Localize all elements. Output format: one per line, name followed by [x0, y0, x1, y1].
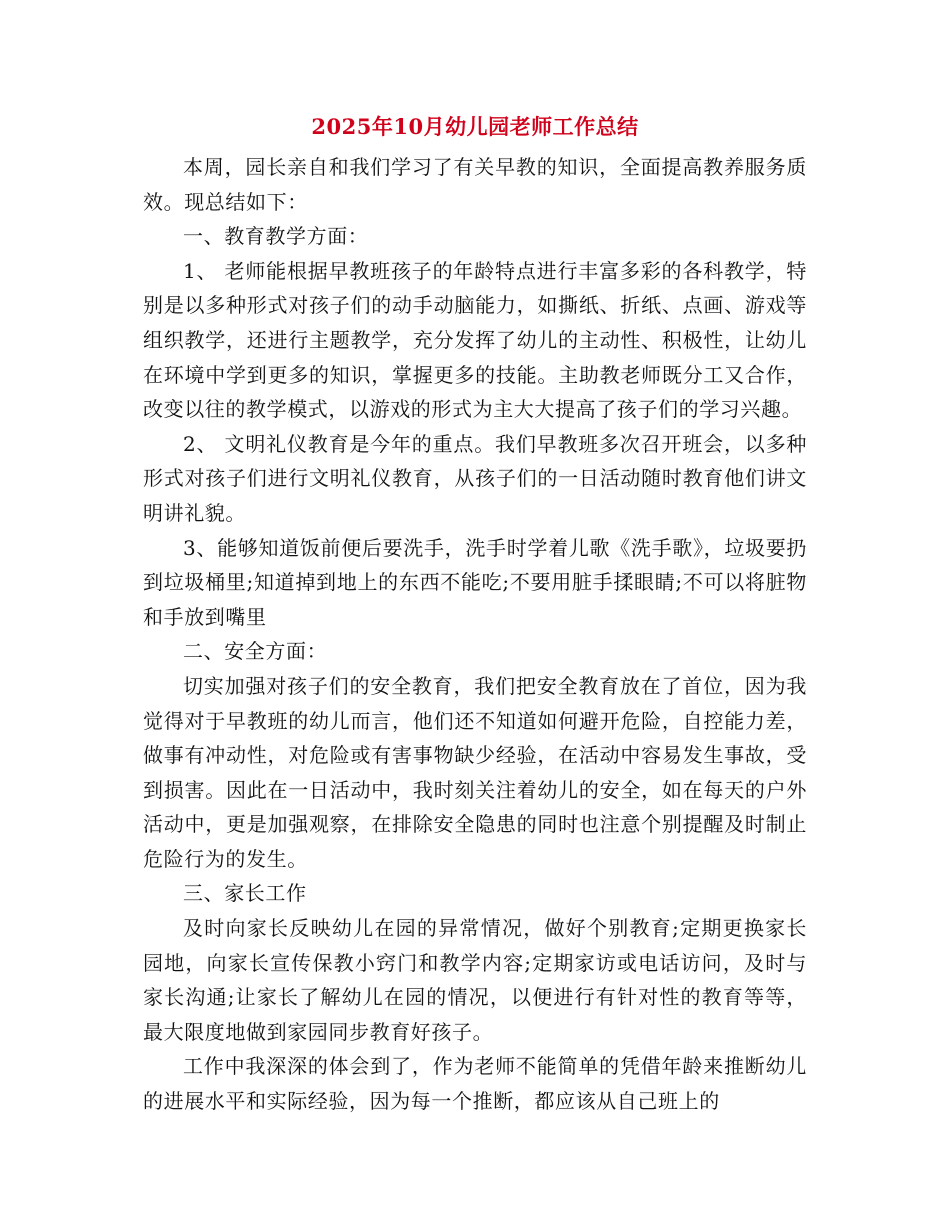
- paragraph-intro: 本周，园长亲自和我们学习了有关早教的知识，全面提高教养服务质效。现总结如下：: [143, 155, 807, 214]
- document-title: 2025年10月幼儿园老师工作总结: [311, 114, 639, 139]
- paragraph-safety: 切实加强对孩子们的安全教育，我们把安全教育放在了首位，因为我觉得对于早教班的幼儿而言，他们还不知道如何避开危险，自控能力差，做事有冲动性，对危险或有害事物缺少经验，在活动中容易发生事故，受到损害。因此在一日活动中，我时刻关注着幼儿的安全，如在每天的户外活动中，更是加强观察，在排除安全隐患的同时也注意个别提醒及时制止危险行为的发生。: [143, 673, 807, 871]
- paragraph-reflection: 工作中我深深的体会到了，作为老师不能简单的凭借年龄来推断幼儿的进展水平和实际经验，因为每一个推断，都应该从自己班上的: [143, 1054, 807, 1114]
- section-heading-parents: 三、家长工作: [183, 881, 307, 906]
- document-body: [143, 150, 807, 1119]
- paragraph-teaching-2: 2、 文明礼仪教育是今年的重点。我们早教班多次召开班会，以多种形式对孩子们进行文明礼仪教育，从孩子们的一日活动随时教育他们讲文明讲礼貌。: [143, 431, 807, 525]
- paragraph-parents: 及时向家长反映幼儿在园的异常情况，做好个别教育;定期更换家长园地，向家长宣传保教小窍门和教学内容;定期家访或电话访问，及时与家长沟通;让家长了解幼儿在园的情况，以便进行有针对性的教育等等，最大限度地做到家园同步教育好孩子。: [143, 916, 807, 1044]
- paragraph-teaching-1: 1、 老师能根据早教班孩子的年龄特点进行丰富多彩的各科教学，特别是以多种形式对孩子们的动手动脑能力，如撕纸、折纸、点画、游戏等组织教学，还进行主题教学，充分发挥了幼儿的主动性、积极性，让幼儿在环境中学到更多的知识，掌握更多的技能。主助教老师既分工又合作，改变以往的教学模式，以游戏的形式为主大大提高了孩子们的学习兴趣。: [143, 258, 807, 422]
- section-heading-teaching: 一、教育教学方面：: [183, 224, 369, 249]
- section-heading-safety: 二、安全方面：: [183, 639, 328, 664]
- paragraph-teaching-3: 3、能够知道饭前便后要洗手，洗手时学着儿歌《洗手歌》，垃圾要扔到垃圾桶里;知道掉到地上的东西不能吃;不要用脏手揉眼睛;不可以将脏物和手放到嘴里: [143, 535, 807, 629]
